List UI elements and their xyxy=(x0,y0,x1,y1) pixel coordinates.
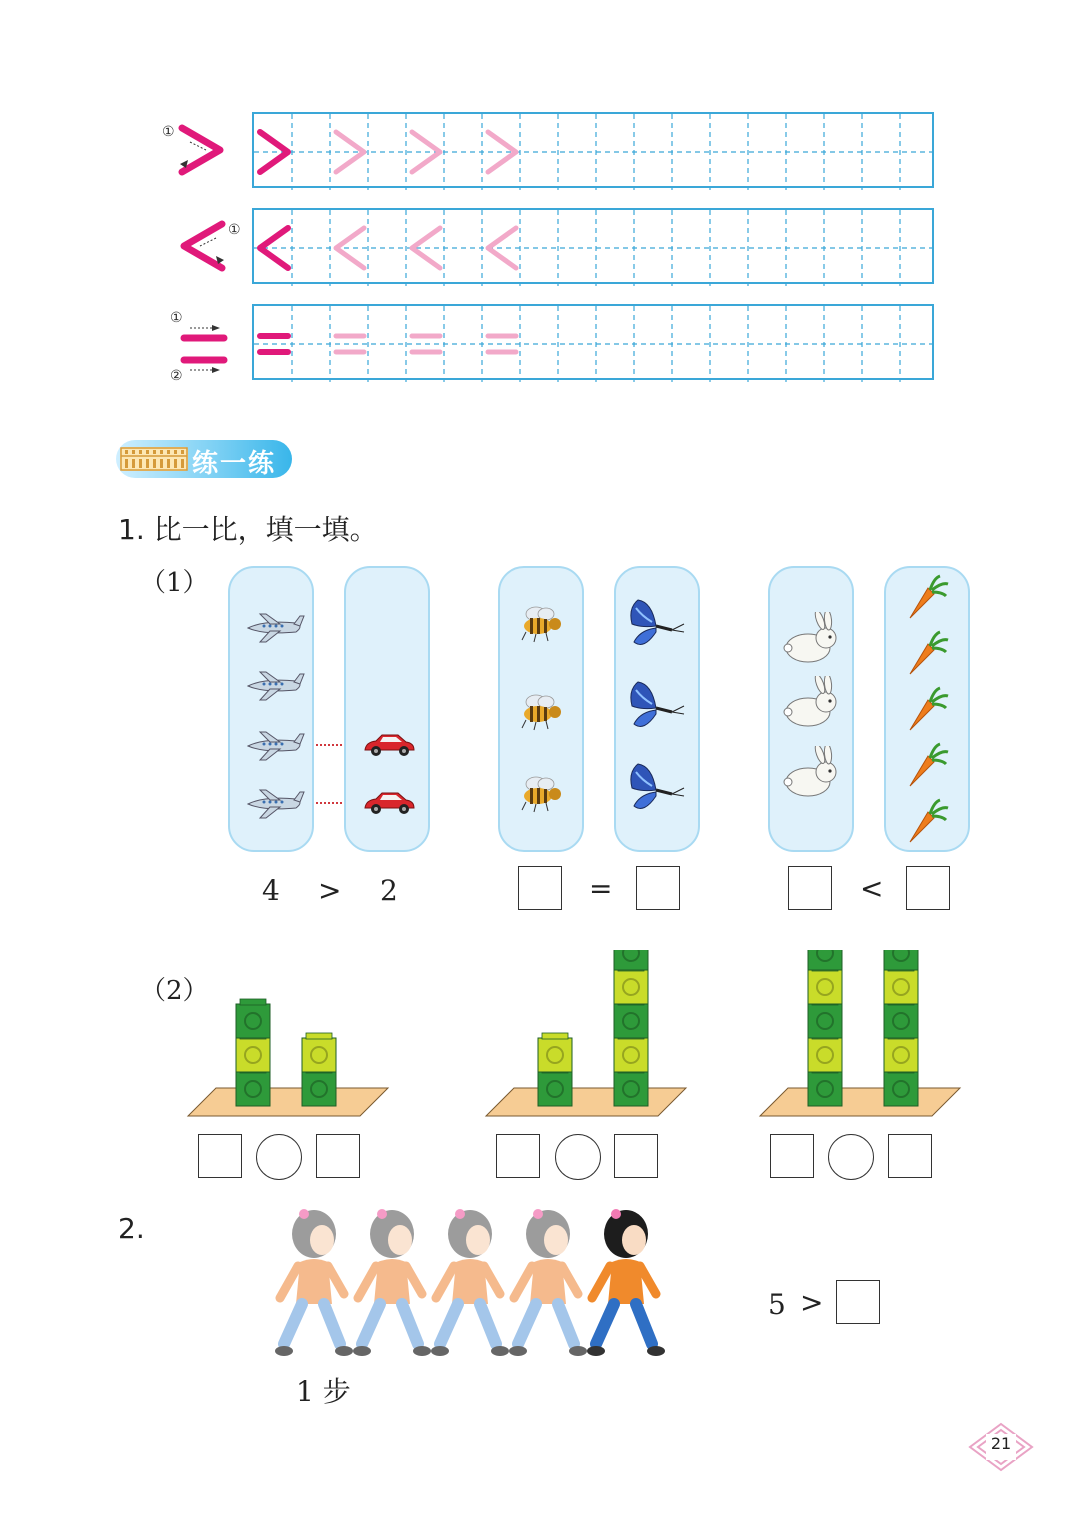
cube xyxy=(236,1067,270,1106)
answer-box[interactable] xyxy=(888,1134,932,1178)
demo-equals-symbol xyxy=(176,318,236,382)
question-1-title: 1. 比一比，填一填。 xyxy=(118,513,378,546)
cube xyxy=(884,1033,918,1072)
expr-3-operator: < xyxy=(860,872,884,905)
answer-circle[interactable] xyxy=(555,1134,601,1180)
stroke-order-label: ① xyxy=(170,310,183,326)
section-title: 练一练 xyxy=(192,449,277,479)
writing-grid-less-than[interactable] xyxy=(252,208,934,284)
cube xyxy=(808,1067,842,1106)
carrot-icon xyxy=(904,574,950,626)
trace-symbol xyxy=(336,132,364,172)
cube xyxy=(302,1033,336,1072)
answer-circle[interactable] xyxy=(828,1134,874,1180)
cube xyxy=(614,965,648,1004)
platform xyxy=(486,1088,686,1116)
question-2-number: 2. xyxy=(118,1212,145,1245)
cube-stacks-illustration xyxy=(0,950,1080,1120)
cube xyxy=(236,999,270,1038)
airplane-icon xyxy=(244,610,306,650)
cube xyxy=(808,1033,842,1072)
carrot-icon xyxy=(904,686,950,738)
cube xyxy=(884,1067,918,1106)
child-figure xyxy=(275,1209,353,1356)
cube xyxy=(236,1033,270,1072)
answer-box[interactable] xyxy=(198,1134,242,1178)
cube xyxy=(808,965,842,1004)
cube xyxy=(614,1033,648,1072)
part-2-label: （2） xyxy=(140,976,209,1006)
child-figure xyxy=(431,1209,509,1356)
cube xyxy=(884,950,918,970)
carrot-icon xyxy=(904,798,950,850)
cube xyxy=(614,950,648,970)
cube xyxy=(884,999,918,1038)
car-icon xyxy=(362,732,416,762)
step-label: 1 步 xyxy=(296,1375,351,1408)
answer-box[interactable] xyxy=(496,1134,540,1178)
stroke-order-label: ① xyxy=(228,222,241,238)
cube xyxy=(884,965,918,1004)
answer-box[interactable] xyxy=(906,866,950,910)
rabbit-icon xyxy=(780,612,844,668)
match-line xyxy=(316,802,342,804)
child-figure xyxy=(587,1209,665,1356)
rabbit-icon xyxy=(780,746,844,802)
trace-symbol xyxy=(336,228,364,268)
answer-box[interactable] xyxy=(636,866,680,910)
answer-box[interactable] xyxy=(836,1280,880,1324)
answer-box[interactable] xyxy=(788,866,832,910)
cube xyxy=(302,1067,336,1106)
carrot-icon xyxy=(904,742,950,794)
expr-1-right: 2 xyxy=(380,874,398,907)
cube xyxy=(538,1067,572,1106)
carrot-icon xyxy=(904,630,950,682)
answer-box[interactable] xyxy=(614,1134,658,1178)
rabbit-icon xyxy=(780,676,844,732)
airplane-icon xyxy=(244,668,306,708)
expr-2-operator: = xyxy=(589,872,613,905)
butterfly-icon xyxy=(626,598,688,654)
stroke-order-label: ① xyxy=(162,124,175,140)
child-figure xyxy=(509,1209,587,1356)
airplane-icon xyxy=(244,786,306,826)
q2-expr-operator: > xyxy=(800,1286,824,1319)
cube xyxy=(538,1033,572,1072)
answer-box[interactable] xyxy=(518,866,562,910)
q2-expr-left: 5 xyxy=(768,1288,786,1321)
cube xyxy=(614,1067,648,1106)
platform xyxy=(188,1088,388,1116)
match-line xyxy=(316,744,342,746)
abacus-icon xyxy=(120,447,188,471)
answer-box[interactable] xyxy=(316,1134,360,1178)
trace-symbol xyxy=(336,336,364,352)
cube xyxy=(808,999,842,1038)
writing-grid-equals[interactable] xyxy=(252,304,934,380)
part-1-label: （1） xyxy=(140,568,209,598)
butterfly-icon xyxy=(626,762,688,818)
car-icon xyxy=(362,790,416,820)
bee-icon xyxy=(516,774,566,818)
walking-children-illustration xyxy=(270,1206,690,1366)
expr-1-operator: > xyxy=(318,874,342,907)
bee-icon xyxy=(516,692,566,736)
stroke-order-label: ② xyxy=(170,368,183,384)
bee-icon xyxy=(516,604,566,648)
answer-circle[interactable] xyxy=(256,1134,302,1180)
platform xyxy=(760,1088,960,1116)
expr-1-left: 4 xyxy=(262,874,280,907)
cube xyxy=(614,999,648,1038)
butterfly-icon xyxy=(626,680,688,736)
section-badge xyxy=(116,440,292,478)
cube xyxy=(808,950,842,970)
airplane-icon xyxy=(244,728,306,768)
page-number: 21 xyxy=(990,1434,1012,1453)
child-figure xyxy=(353,1209,431,1356)
answer-box[interactable] xyxy=(770,1134,814,1178)
writing-grid-greater-than[interactable] xyxy=(252,112,934,188)
